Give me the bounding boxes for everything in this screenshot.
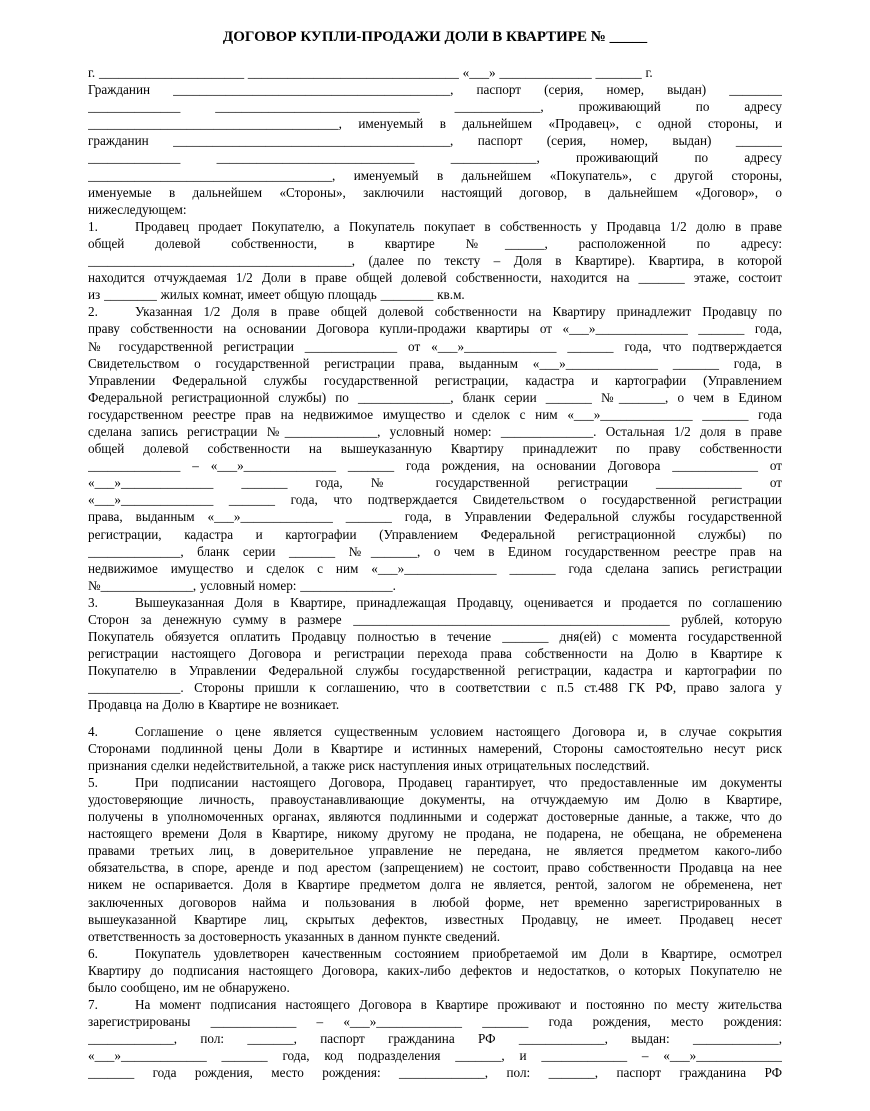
clause-3 — [88, 594, 782, 714]
clause-5-line-2: удостоверяющие личность, правоустанавливающие документы, на отчуждаемую им Долю в Квартире, — [88, 791, 782, 807]
clause-7-line-1: 7. На момент подписания настоящего Договора в Квартире проживают и постоянно по месту жительства — [88, 997, 782, 1013]
clause-2-line-14: регистрации, кадастра и картографии (Управлением Федеральной регистрационной службы) по — [88, 526, 782, 542]
clause-2-line-3: № государственной регистрации ______________ от «___»______________ _______ года, что подтверждается — [88, 338, 782, 354]
clause-7-line-4: «___»_____________ _______ года, код подразделения _______, и _____________ – «___»_____________ — [88, 1048, 782, 1064]
clause-1-number: 1. — [88, 218, 98, 234]
clause-2-line-12: «___»______________ _______ года, что подтверждается Свидетельством о государственной регистрации — [88, 492, 782, 508]
clause-7-line-5: _______ года рождения, место рождения: _____________, пол: _______, паспорт гражданина РФ — [88, 1065, 782, 1081]
document-title: ДОГОВОР КУПЛИ-ПРОДАЖИ ДОЛИ В КВАРТИРЕ № _____ — [222, 29, 648, 45]
clause-2-number: 2. — [88, 304, 98, 320]
document-body — [88, 64, 782, 1082]
clause-1-line-4: находится отчуждаемая 1/2 Доли в праве общей долевой собственности, находится на _______ этаже, состоит — [88, 270, 782, 286]
clause-1-line-5: из ________ жилых комнат, имеет общую площадь ________ кв.м. — [88, 287, 465, 303]
clause-2-line-1: 2. Указанная 1/2 Доля в праве общей долевой собственности на Квартиру принадлежит Продавцу по — [88, 304, 782, 320]
clause-3-line-1: 3. Вышеуказанная Доля в Квартире, принадлежащая Продавцу, оценивается и продается по соглашению — [88, 594, 782, 610]
preamble-line-2: Гражданин __________________________________________, паспорт (серия, номер, выдан) ________ — [88, 82, 782, 98]
clause-7-line-3: _____________, пол: _______, паспорт гражданина РФ _____________, выдан: _____________, — [88, 1031, 782, 1047]
clause-3-line-4: регистрации настоящего Договора и регистрации перехода права собственности на Долю в Квартире к — [88, 646, 782, 662]
preamble — [88, 64, 782, 218]
clause-5-number: 5. — [88, 774, 98, 790]
clause-6-number: 6. — [88, 945, 98, 961]
clause-5 — [88, 774, 782, 945]
preamble-line-5: гражданин __________________________________________, паспорт (серия, номер, выдан) _______ — [88, 133, 782, 149]
clause-5-line-9: вышеуказанной Квартире лиц, скрытых дефектов, известных Продавцу, не имеет. Продавец несет — [88, 911, 782, 927]
preamble-line-1: г. ______________________ ________________________________ «___» ______________ _______ г. — [88, 65, 653, 80]
preamble-line-6: ______________ ______________________________ _____________, проживающий по адресу — [88, 150, 782, 166]
clause-3-line-5: Покупателю в Управлении Федеральной службы государственной регистрации, кадастра и картографии по — [88, 663, 782, 679]
clause-4 — [88, 723, 782, 774]
clause-7-line-2: зарегистрированы _____________ – «___»_____________ _______ года рождения, место рождения: — [88, 1014, 782, 1030]
clause-2-line-4: Свидетельством о государственной регистрации права, выданным «___»______________ _______ года, в — [88, 355, 782, 371]
clause-2-line-6: Федеральной регистрационной службы) по ______________, бланк серии _______ №_______, о чем в Едином — [88, 389, 782, 405]
clause-2-line-11: «___»______________ _______ года, № государственной регистрации _____________ от — [88, 475, 782, 491]
clause-5-line-6: обязательства, в споре, аренде и под арестом (запрещением) не состоит, право собственности Продавца на нее — [88, 860, 782, 876]
clause-2-line-2: праву собственности на основании Договора купли-продажи квартиры от «___»______________ _______ года, — [88, 321, 782, 337]
clause-4-line-2: Сторонами подлинной цены Доли в Квартире и истинных намерений, Стороны самостоятельно несут риск — [88, 740, 782, 756]
clause-5-line-7: никем не оспаривается. Доля в Квартире предметом долга не является, рентой, залогом не обременена, нет — [88, 877, 782, 893]
clause-4-line-3: признания сделки недействительной, а также риск наступления иных отрицательных последствий. — [88, 757, 650, 773]
clause-2-line-13: права, выданным «___»______________ _______ года, в Управлении Федеральной службы государственной — [88, 509, 782, 525]
clause-6-line-2: Квартиру до подписания настоящего Договора, каких-либо дефектов и недостатков, о которых Покупателю не — [88, 962, 782, 978]
clause-3-line-7: Продавца на Долю в Квартире не возникает. — [88, 697, 340, 713]
clause-5-line-5: правами третьих лиц, в доверительное управление не передана, не является предметом какого-либо — [88, 843, 782, 859]
clause-2-line-16: недвижимое имущество и сделок с ним «___»______________ _______ года сделана запись регистрации — [88, 560, 782, 576]
clause-1 — [88, 218, 782, 303]
clause-6-line-3: было сообщено, им не обнаружено. — [88, 979, 290, 995]
clause-2-line-9: общей долевой собственности на вышеуказанную Квартиру принадлежит по праву собственности — [88, 441, 782, 457]
clause-7 — [88, 996, 782, 1081]
preamble-line-9: нижеследующем: — [88, 201, 187, 217]
clause-5-line-3: получены в уполномоченных органах, являются подлинными и содержат достоверные данные, а также, что до — [88, 809, 782, 825]
clause-5-line-8: заключенных договоров найма и пользования в любой форме, нет временно зарегистрированных в — [88, 894, 782, 910]
clause-6 — [88, 945, 782, 996]
preamble-line-7: _____________________________________, именуемый в дальнейшем «Покупатель», с другой стороны, — [88, 167, 782, 183]
clause-4-line-1: 4. Соглашение о цене является существенным условием настоящего Договора и, в случае сокрытия — [88, 723, 782, 739]
clause-3-line-2: Сторон за денежную сумму в размере ________________________________________________ рублей, которую — [88, 612, 782, 627]
clause-2-line-15: ______________, бланк серии _______ №_______, о чем в Едином государственном реестре прав на — [88, 543, 782, 559]
clause-6-line-1: 6. Покупатель удовлетворен качественным состоянием приобретаемой им Доли в Квартире, осмотрел — [88, 945, 782, 961]
clause-2-line-7: государственном реестре прав на недвижимое имущество и сделок с ним «___»______________ _______ года — [88, 406, 782, 422]
clause-2-line-8: сделана запись регистрации №______________, условный номер: ______________. Остальная 1/2 доля в праве — [88, 423, 782, 439]
clause-4-number: 4. — [88, 723, 98, 739]
clause-1-line-3: ________________________________________, (далее по тексту – Доля в Квартире). Квартира, в которой — [88, 253, 782, 269]
preamble-line-3: ______________ _______________________________ _____________, проживающий по адресу — [88, 99, 782, 115]
clause-5-line-1: 5. При подписании настоящего Договора, Продавец гарантирует, что предоставленные им документы — [88, 774, 782, 790]
clause-2 — [88, 303, 782, 594]
clause-5-line-10: ответственность за достоверность указанных в данном пункте сведений. — [88, 928, 501, 944]
clause-7-number: 7. — [88, 997, 98, 1013]
clause-1-line-2: общей долевой собственности, в квартире №______, расположенной по адресу: — [88, 235, 782, 251]
clause-1-line-1: 1. Продавец продает Покупателю, а Покупатель покупает в собственность у Продавца 1/2 долю в праве — [88, 218, 782, 234]
clause-5-line-4: настоящего времени Доля в Квартире, никому другому не продана, не подарена, не обещана, не обременена — [88, 826, 782, 842]
clause-2-line-10: ______________ – «___»______________ _______ года рождения, на основании Договора _____________ от — [88, 458, 782, 474]
preamble-line-4: ______________________________________, именуемый в дальнейшем «Продавец», с одной стороны, и — [88, 116, 782, 132]
clause-2-line-17: №______________, условный номер: ______________. — [88, 577, 396, 593]
clause-3-line-3: Покупатель обязуется оплатить Продавцу полностью в течение _______ дня(ей) с момента государственной — [88, 629, 782, 645]
preamble-line-8: именуемые в дальнейшем «Стороны», заключили настоящий договор, в дальнейшем «Договор», о — [88, 184, 782, 200]
clause-3-number: 3. — [88, 594, 98, 610]
clause-2-line-5: Управлении Федеральной службы государственной регистрации, кадастра и картографии (Управлением — [88, 372, 782, 388]
clause-3-line-6: ______________. Стороны пришли к соглашению, что в соответствии с п.5 ст.488 ГК РФ, право залога у — [88, 680, 782, 696]
